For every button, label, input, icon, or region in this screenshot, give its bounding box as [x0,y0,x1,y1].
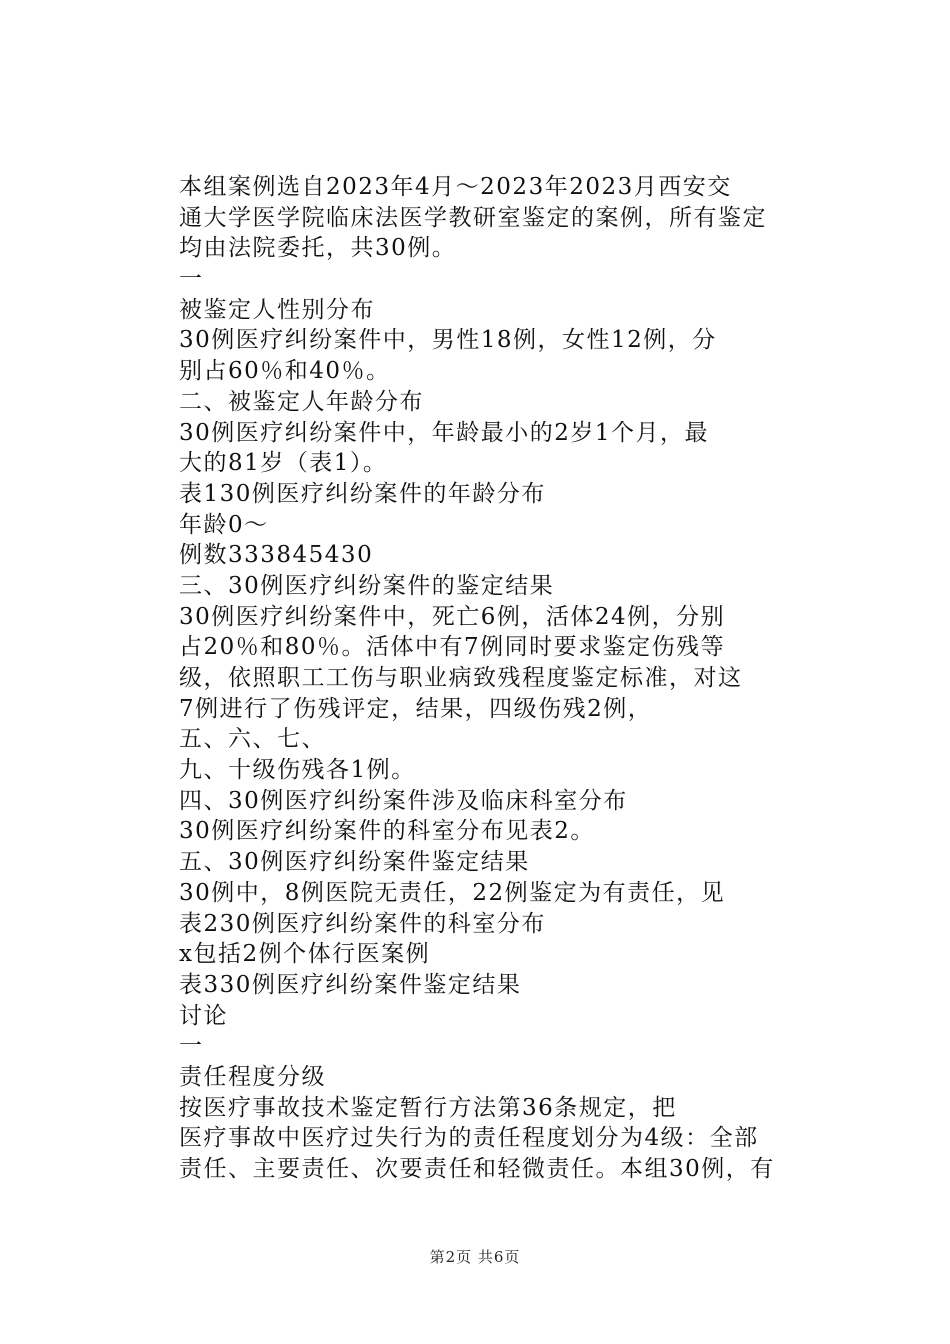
text-line: 7例进行了伤残评定，结果，四级伤残2例， [179,695,653,722]
text-line: 30例中，8例医院无责任，22例鉴定为有责任，见 [179,879,726,906]
table-row: 例数333845430 [179,542,374,569]
text-line: 均由法院委托，共30例。 [179,235,457,262]
text-line: 30例医疗纠纷案件的科室分布见表2。 [179,818,595,845]
section-heading: 责任程度分级 [179,1063,326,1090]
page-footer: 第2页 共6页 [429,1248,521,1266]
text-line: 30例医疗纠纷案件中，死亡6例，活体24例，分别 [179,603,726,630]
text-line: 按医疗事故技术鉴定暂行方法第36条规定，把 [179,1094,677,1121]
text-line: 通大学医学院临床法医学教研室鉴定的案例，所有鉴定 [179,204,767,231]
section-heading: 讨论 [179,1002,228,1029]
table-caption: 表130例医疗纠纷案件的年龄分布 [179,480,546,507]
section-number: 一 [179,1033,204,1060]
text-line: 级，依照职工工伤与职业病致残程度鉴定标准，对这 [179,665,743,691]
section-heading: 被鉴定人性别分布 [179,296,375,323]
table-caption: 表330例医疗纠纷案件鉴定结果 [179,971,522,998]
text-line: 医疗事故中医疗过失行为的责任程度划分为4级：全部 [179,1125,759,1152]
table-caption: 表230例医疗纠纷案件的科室分布 [179,910,546,937]
section-heading: 三、30例医疗纠纷案件的鉴定结果 [179,572,555,599]
text-line: 大的81岁（表1）。 [179,450,388,477]
text-line: 30例医疗纠纷案件中，男性18例，女性12例，分 [179,327,717,354]
text-line: 本组案例选自2023年4月～2023年2023月西安交 [179,174,732,200]
text-line: 五、六、七、 [179,726,326,753]
section-number: 一 [179,266,204,293]
text-line: 九、十级伤残各1例。 [179,757,416,784]
text-line: 30例医疗纠纷案件中，年龄最小的2岁1个月，最 [179,419,710,446]
section-heading: 二、被鉴定人年龄分布 [179,388,424,415]
document-body [179,172,819,1185]
table-row: 年龄0～ [179,511,269,538]
text-line: 别占60％和40％。 [179,358,391,385]
table-note: x包括2例个体行医案例 [179,941,431,968]
text-line: 责任、主要责任、次要责任和轻微责任。本组30例，有 [179,1156,775,1182]
section-heading: 四、30例医疗纠纷案件涉及临床科室分布 [179,787,628,814]
section-heading: 五、30例医疗纠纷案件鉴定结果 [179,849,530,876]
text-line: 占20％和80％。活体中有7例同时要求鉴定伤残等 [179,634,726,661]
